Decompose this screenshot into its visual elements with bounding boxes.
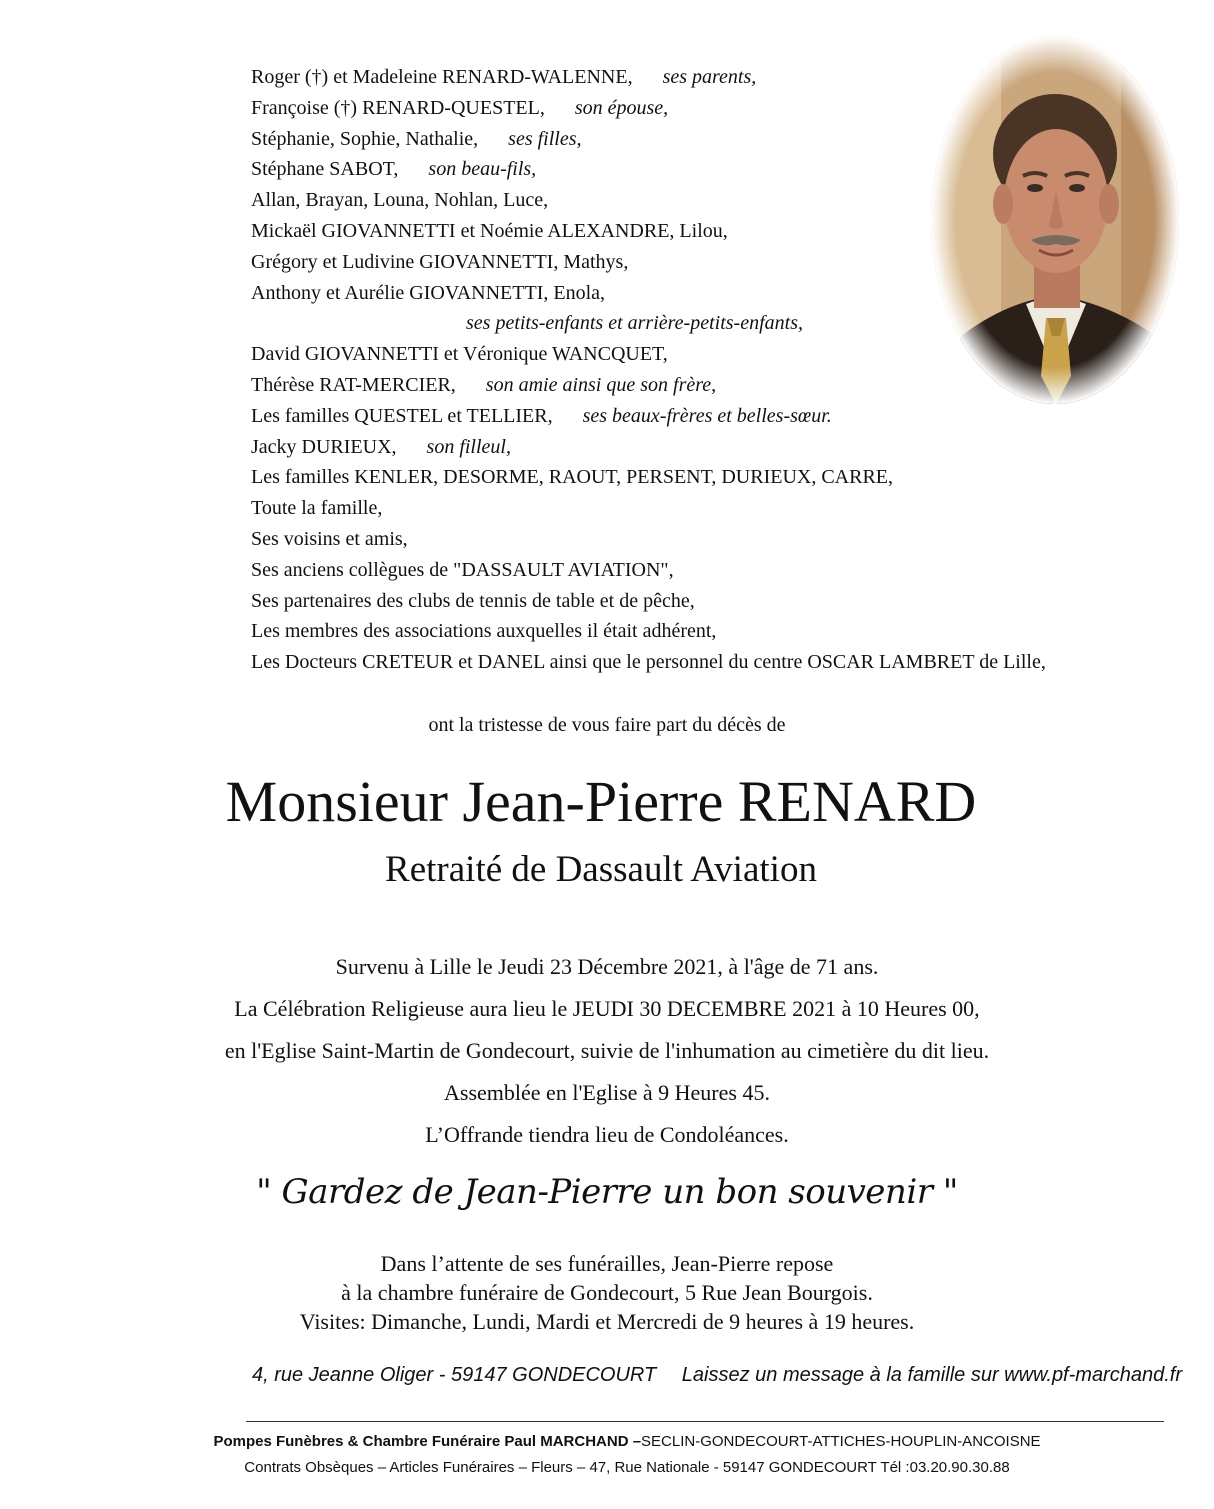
detail-line: Assemblée en l'Eglise à 9 Heures 45. bbox=[444, 1080, 770, 1105]
repose-line: Visites: Dimanche, Lundi, Mardi et Mercredi de 9 heures à 19 heures. bbox=[299, 1309, 915, 1334]
family-names: Allan, Brayan, Louna, Nohlan, Luce, bbox=[251, 189, 549, 212]
detail-line: L’Offrande tiendra lieu de Condoléances. bbox=[425, 1122, 789, 1147]
family-names: Toute la famille, bbox=[251, 497, 383, 520]
family-line bbox=[251, 493, 1191, 524]
family-relation: son beau-fils, bbox=[428, 158, 537, 181]
memorial-quote: " Gardez de Jean-Pierre un bon souvenir " bbox=[256, 1172, 958, 1212]
family-line bbox=[251, 647, 1191, 678]
detail-line: Survenu à Lille le Jeudi 23 Décembre 2021, à l'âge de 71 ans. bbox=[335, 954, 879, 979]
website-message[interactable]: Laissez un message à la famille sur www.pf-marchand.fr bbox=[681, 1364, 1182, 1386]
family-relation: son amie ainsi que son frère, bbox=[485, 373, 717, 396]
repose-info bbox=[0, 1249, 1214, 1336]
family-relation: ses petits-enfants et arrière-petits-enfants, bbox=[466, 312, 803, 335]
family-relation: ses beaux-frères et belles-sœur. bbox=[582, 404, 832, 427]
portrait-illustration bbox=[931, 36, 1179, 404]
detail-line: La Célébration Religieuse aura lieu le JEUDI 30 DECEMBRE 2021 à 10 Heures 00, bbox=[234, 996, 980, 1021]
family-relation: ses parents, bbox=[662, 66, 757, 88]
family-names: Thérèse RAT-MERCIER, bbox=[251, 373, 456, 396]
contact-line bbox=[252, 1364, 1182, 1387]
family-names: Ses anciens collègues de "DASSAULT AVIATION", bbox=[251, 558, 674, 581]
family-names: Jacky DURIEUX, bbox=[251, 435, 397, 458]
family-line bbox=[251, 462, 1191, 493]
family-names: Grégory et Ludivine GIOVANNETTI, Mathys, bbox=[251, 250, 629, 273]
footer-company-line bbox=[20, 1433, 1214, 1450]
repose-line: Dans l’attente de ses funérailles, Jean-Pierre repose bbox=[380, 1251, 834, 1276]
family-relation: son épouse, bbox=[574, 96, 669, 119]
detail-line: en l'Eglise Saint-Martin de Gondecourt, suivie de l'inhumation au cimetière du dit lieu. bbox=[224, 1038, 990, 1063]
family-names: Françoise (†) RENARD-QUESTEL, bbox=[251, 96, 545, 119]
family-relation: ses filles, bbox=[508, 127, 582, 150]
deceased-subtitle: Retraité de Dassault Aviation bbox=[385, 849, 817, 890]
family-line bbox=[251, 401, 1191, 432]
family-names: Ses partenaires des clubs de tennis de table et de pêche, bbox=[251, 589, 695, 612]
footer-divider bbox=[246, 1421, 1164, 1422]
family-names: Anthony et Aurélie GIOVANNETTI, Enola, bbox=[251, 281, 606, 304]
family-names: Les membres des associations auxquelles il était adhérent, bbox=[251, 620, 717, 643]
family-line bbox=[251, 616, 1191, 647]
ceremony-details bbox=[0, 946, 1214, 1156]
family-names: Les familles QUESTEL et TELLIER, bbox=[251, 404, 553, 427]
family-line bbox=[251, 555, 1191, 586]
family-names: Roger (†) et Madeleine RENARD-WALENNE, bbox=[251, 66, 633, 88]
intro-text: ont la tristesse de vous faire part du décès de bbox=[428, 714, 786, 736]
portrait-photo bbox=[931, 36, 1179, 404]
family-names: Stéphanie, Sophie, Nathalie, bbox=[251, 127, 479, 150]
company-locations: SECLIN-GONDECOURT-ATTICHES-HOUPLIN-ANCOISNE bbox=[641, 1433, 1041, 1450]
family-names: Stéphane SABOT, bbox=[251, 158, 399, 181]
family-names: Mickaël GIOVANNETTI et Noémie ALEXANDRE, Lilou, bbox=[251, 219, 728, 242]
repose-line: à la chambre funéraire de Gondecourt, 5 Rue Jean Bourgois. bbox=[341, 1280, 873, 1305]
family-line bbox=[251, 524, 1191, 555]
family-line bbox=[251, 432, 1191, 463]
address-text: 4, rue Jeanne Oliger - 59147 GONDECOURT bbox=[251, 1364, 657, 1386]
family-names: Les familles KENLER, DESORME, RAOUT, PERSENT, DURIEUX, CARRE, bbox=[251, 466, 894, 489]
family-relation: son filleul, bbox=[426, 435, 511, 458]
family-names: Ses voisins et amis, bbox=[251, 527, 408, 550]
deceased-name: Monsieur Jean-Pierre RENARD bbox=[225, 769, 977, 834]
family-names: David GIOVANNETTI et Véronique WANCQUET, bbox=[251, 343, 668, 366]
family-line bbox=[251, 586, 1191, 617]
footer-services-line: Contrats Obsèques – Articles Funéraires – Fleurs – 47, Rue Nationale - 59147 GONDECOURT Tél :03.20.90.30.88 bbox=[244, 1459, 1010, 1476]
company-name: Pompes Funèbres & Chambre Funéraire Paul MARCHAND – bbox=[213, 1433, 642, 1450]
family-names: Les Docteurs CRETEUR et DANEL ainsi que le personnel du centre OSCAR LAMBRET de Lille, bbox=[251, 651, 1046, 674]
